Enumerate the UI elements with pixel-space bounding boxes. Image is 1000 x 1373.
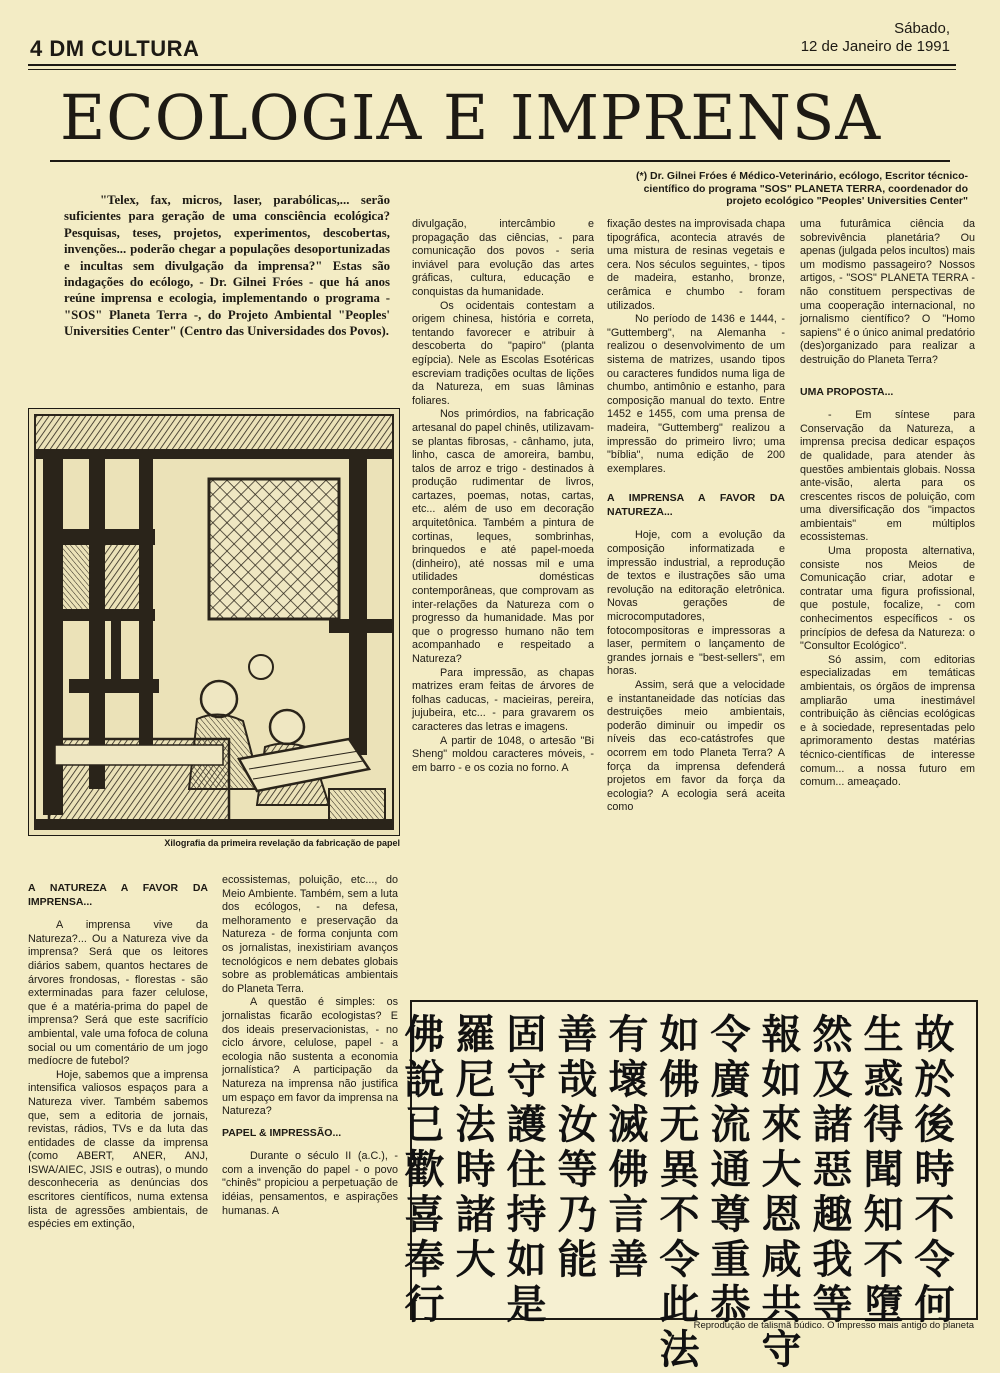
- talisman-column: 固守護住持如是: [506, 1011, 547, 1328]
- top-rule: [28, 64, 956, 66]
- top-rule-thin: [28, 69, 956, 70]
- talisman-column: 善哉汝等乃能: [557, 1011, 598, 1283]
- col5-paragraph: uma futurâmica ciência da sobrevivência planetária? Ou apenas (julgada pelos incultos) mais um modismo passageiro? Nossos artigos, - "SOS" PLANETA TERRA - não constituem perspectivas de uma cooperação internacional, no jornalismo científico? O "Homo sapiens" é o único animal predatório (des)organizado para realizar a destruição do Planeta Terra?: [800, 218, 975, 366]
- col5-paragraph: Uma proposta alternativa, consiste nos Meios de Comunicação criar, adotar e contratar uma figura profissional, que postule, focalize, - com conhecimentos específicos - os princípios de defesa da Natureza: o "Consultor Ecológico".: [800, 545, 975, 653]
- col3-paragraph: divulgação, intercâmbio e propagação das ciências, - para comunicação dos povos - seria inviável para evolução das artes gráficas, cultura, educação e conquistas da humanidade.: [412, 218, 594, 298]
- col5-heading: UMA PROPOSTA...: [800, 385, 894, 398]
- column-3: [412, 218, 594, 775]
- col4-paragraph: fixação destes na improvisada chapa tipográfica, acontecia através de uma mistura de resinas vegetais e cera. Nos séculos seguintes, - tipos de madeira, estanho, bronze, cerâmica e chumbo - foram utilizados.: [607, 218, 785, 312]
- col3-paragraph: Os ocidentais contestam a origem chinesa, história e correta, tentando favorecer e atribuir à descoberta do "papiro" (planta egípcia). Nele as Escolas Esotéricas escreviam tradições ocultas de lições da Natureza, em suas lâminas foliares.: [412, 299, 594, 407]
- dateline-day: Sábado,: [894, 20, 950, 37]
- col3-paragraph: Para impressão, as chapas matrizes eram feitas de árvores de folhas caducas, - macieiras, pereira, jujubeira, etc... - para gravarem os caracteres das letras e imagens.: [412, 666, 594, 733]
- section-title: 4 DM CULTURA: [30, 36, 200, 61]
- col2-paragraph: A questão é simples: os jornalistas ficarão ecologistas? E dos ideais preservacionistas, - no ciclo árvore, celulose, papel - a ecologia não sustenta a economia jornalística? A participação da Natureza na imprensa não justifica um espaço em favor da imprensa na Natureza?: [222, 996, 398, 1118]
- col3-paragraph: A partir de 1048, o artesão "Bi Sheng" moldou caracteres móveis, - em barro - e os cozia no forno. A: [412, 734, 594, 774]
- talisman-column: 故於後時不令何: [914, 1011, 955, 1328]
- col4-heading: A IMPRENSA A FAVOR DA NATUREZA...: [607, 492, 785, 518]
- col1-paragraph: A imprensa vive da Natureza?... Ou a Natureza vive da imprensa? Será que os leitores diários sabem, quantos hectares de árvores frondosas, - florestas - são exterminadas para fazer celulose, que é a matéria-prima do papel de imprensa? Será que este sacrifício ambiental, vale uma fofoca de coluna social ou um comentário de um jogo medíocre de futebol?: [28, 919, 208, 1068]
- author-credit: (*) Dr. Gilnei Fróes é Médico-Veterinário, ecólogo, Escritor técnico-científico do programa "SOS" PLANETA TERRA, coordenador do projeto ecológico "Peoples' Universities Center": [636, 170, 968, 207]
- column-1: [28, 874, 208, 1232]
- col4-paragraph: No período de 1436 e 1444, - "Guttemberg", na Alemanha - realizou o desenvolvimento de um sistema de matrizes, usando tipos ou caracteres fundidos numa liga de chumbo, antimônio e estanho, para composição manual do texto. Entre 1452 e 1455, com uma prensa de madeira, "Guttemberg" realizou a impressão do primeiro livro; uma "bíblia", numa edição de 200 exemplares.: [607, 313, 785, 475]
- col5-paragraph: - Em síntese para Conservação da Natureza, a imprensa precisa dedicar espaços de qualidade, para atender às questões ambientais globais. Nossa ante-visão, alerta para os crescentes riscos de poluição, com uma diversificação dos "impactos ambientais" em múltiplos ecossistemas.: [800, 409, 975, 544]
- dateline-date: 12 de Janeiro de 1991: [800, 38, 950, 55]
- lede: [64, 192, 390, 340]
- talisman-column: 報如來大恩咸共守: [761, 1011, 802, 1373]
- talisman-column: 有壞滅佛言善: [608, 1011, 649, 1283]
- headline: ECOLOGIA E IMPRENSA: [60, 81, 882, 154]
- headline-rule: [50, 160, 950, 162]
- column-5: [800, 204, 975, 790]
- col4-paragraph: Assim, será que a velocidade e instantaneidade das notícias das destruições meio ambientais, poderão diminuir ou impedir os níveis das eco-catástrofes que ocorrem em todo Planeta Terra? A força da imprensa defenderá projetos em favor da força da ecologia? A ecologia será aceita como: [607, 679, 785, 814]
- dateline: [801, 20, 950, 56]
- col1-paragraph: Hoje, sabemos que a imprensa intensifica valiosos espaços para a Natureza viver. Também sabemos que, sem a editoria de jornais, revistas, rádios, TVs e da luta das entidades de classe da imprensa (como ABERT, ANER, ANJ, ISWA/AIEC, JSIS e outras), o mundo desconheceria as denúncias dos escritores científicos, numa extensa lista de agressões ambientais, de espécies em extinção,: [28, 1068, 208, 1231]
- talisman-column: 生惑得聞知不墮: [863, 1011, 904, 1328]
- talisman-column: 羅尼法時諸大: [455, 1011, 496, 1283]
- col1-heading: A NATUREZA A FAVOR DA IMPRENSA...: [28, 882, 208, 908]
- talisman-column: 如佛无異不令此法: [659, 1011, 700, 1373]
- woodcut-image: [29, 409, 399, 835]
- woodcut-caption: Xilografia da primeira revelação da fabricação de papel: [164, 838, 400, 848]
- talisman-caption: Reprodução de talismã búdico. O impresso mais antigo do planeta: [693, 1320, 974, 1331]
- col3-paragraph: Nos primórdios, na fabricação artesanal do papel chinês, utilizavam-se plantas fibrosas, - cânhamo, juta, linho, casca de amoreira, bambu, talos de arroz e trigo - destinados à produção rudimentar de livros, cartazes, poemas, notas, cartas, etc... além de uso em decoração arquitetônica. Também a pintura de cortinas, leques, sombrinhas, brinquedos e até papel-moeda (dinheiro), até nossas mil e uma utilidades domésticas contemporâneas, que comprovam as inter-relações da Natureza com o progresso da humanidade. Mas por que o progresso humano não tem acompanhado e respeitado a Natureza?: [412, 408, 594, 665]
- lede-text: "Telex, fax, micros, laser, parabólicas,... serão suficientes para geração de uma consciência ecológica? Pesquisas, teses, projetos, experimentos, descobertas, invenções... poderão chegar a populações desoportunizadas e incultas sem divulgação da imprensa?" Estas são indagações do ecólogo, - Dr. Gilnei Fróes - que há anos reúne imprensa e ecologia, implementando o programa - "SOS" Planeta Terra -, do Projeto Ambiental "Peoples' Universities Center" (Centro das Universidades dos Povos).: [64, 193, 390, 339]
- column-2: [222, 874, 398, 1218]
- col2-paragraph: ecossistemas, poluição, etc..., do Meio Ambiente. Também, sem a luta dos ecólogos, - na defesa, melhoramento e preservação da Natureza - de forma conjunta com os jornalistas, inexistiriam avanços tecnológicos e nem debates globais sobre as problemáticas ambientais do Planeta Terra.: [222, 874, 398, 995]
- col2-paragraph: Durante o século II (a.C.), - com a invenção do papel - o povo "chinês" propiciou a perpetuação de idéias, pensamentos, e aspirações humanas. A: [222, 1150, 398, 1217]
- column-4-text: [607, 204, 785, 815]
- col2-heading: PAPEL & IMPRESSÃO...: [222, 1126, 342, 1139]
- talisman-column: 令廣流通尊重恭: [710, 1011, 751, 1328]
- col4-paragraph: Hoje, com a evolução da composição informatizada e impressão industrial, a reprodução de textos e ilustrações são uma revolução na editoração eletrônica. Novas gerações de microcomputadores, fotocompositoras e impressoras a laser, permitem o lançamento de grandes jornais e "best-sellers", em horas.: [607, 529, 785, 678]
- talisman-column: 然及諸惡趣我等: [812, 1011, 853, 1328]
- col5-paragraph: Só assim, com editorias especializadas em temáticas ambientais, os órgãos de imprensa ampliarão uma inestimável contribuição às ciências ecológicas e à sociedade, representadas pelo aprimoramento destas matérias técnico-científicas de interesse comum... a nossa futuro em comum... ameaçado.: [800, 653, 975, 789]
- woodcut-illustration: [28, 408, 400, 836]
- talisman-column: 佛說已歡喜奉行: [404, 1011, 445, 1328]
